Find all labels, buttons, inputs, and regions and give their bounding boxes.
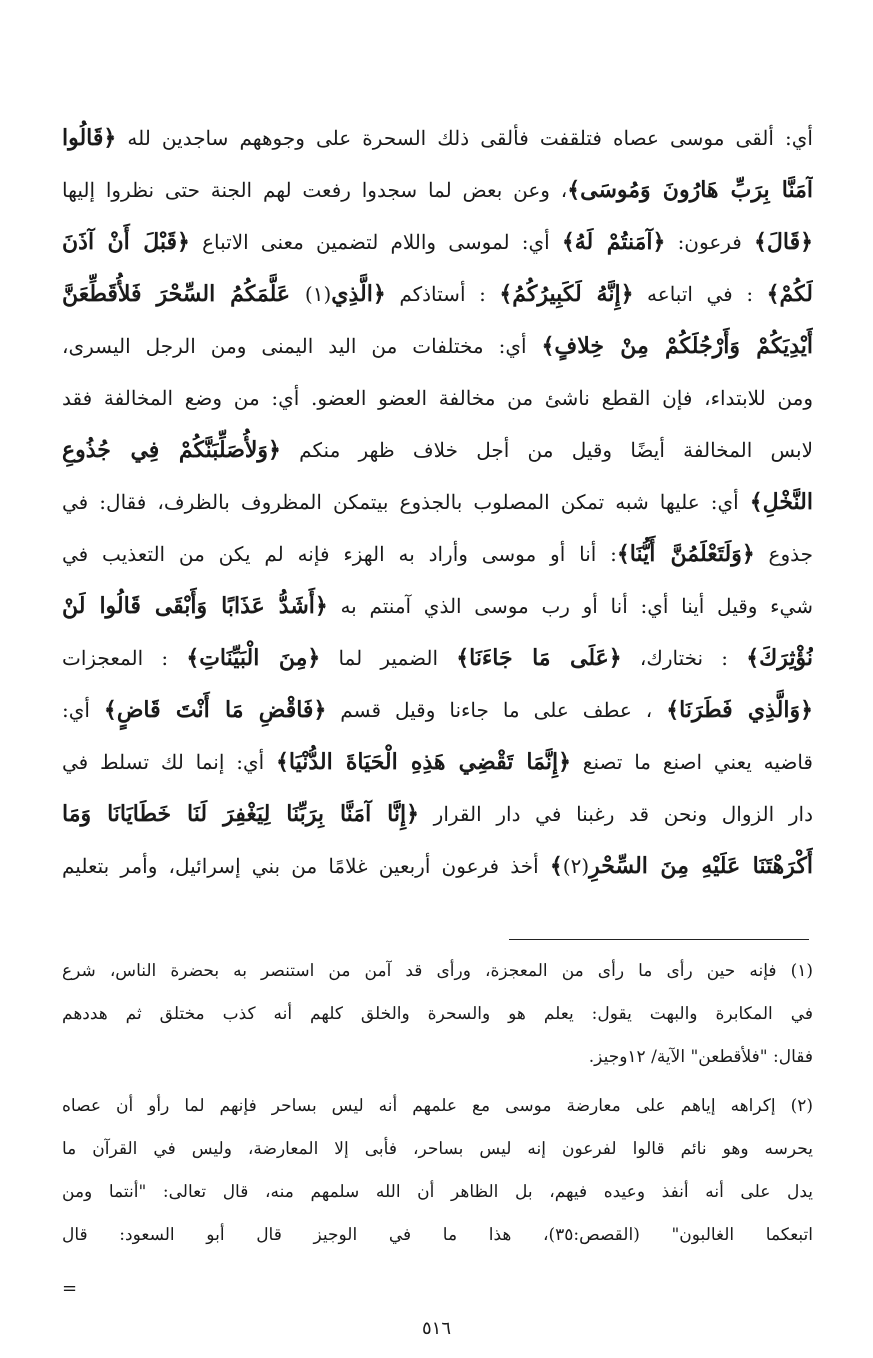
- quran-verse: ﴿قَالَ﴾: [754, 229, 813, 255]
- text-line: [62, 632, 813, 684]
- main-text: [62, 112, 813, 892]
- text-line: [62, 840, 813, 892]
- quran-verse: ﴾: [549, 853, 563, 879]
- text-line: [62, 164, 813, 216]
- commentary-text: : في اتباعه: [633, 282, 767, 306]
- commentary-text: أي: ألقى موسى عصاه فتلقفت فألقى ذلك السحرة على وجوههم ساجدين لله: [116, 126, 813, 150]
- quran-verse: ﴿الَّذِي: [331, 281, 386, 307]
- text-line: [62, 112, 813, 164]
- text-line: [62, 736, 813, 788]
- quran-verse: ﴿وَالَّذِي فَطَرَنَا﴾: [666, 697, 813, 723]
- commentary-text: : أنا أو موسى وأراد به الهزء فإنه لم يكن من التعذيب في: [62, 542, 617, 566]
- footnote-line: يدل على أنه أنفذ وعيده فيهم، بل الظاهر أن الله سلمهم منه، قال تعالى: "أنتما ومن: [62, 1182, 813, 1202]
- quran-verse: النَّخْلِ﴾: [749, 489, 813, 515]
- commentary-text: ومن للابتداء، فإن القطع ناشئ من مخالفة العضو العضو. أي: من وضع المخالفة فقد: [62, 386, 813, 410]
- commentary-text: شيء وقيل أينا أي: أنا أو رب موسى الذي آمنتم به: [327, 594, 813, 618]
- quran-verse: نُؤْثِرَكَ﴾: [746, 645, 813, 671]
- commentary-text: ، وعن بعض لما سجدوا رفعت لهم الجنة حتى نظروا إليها: [62, 178, 568, 202]
- commentary-text: أي: عليها شبه تمكن المصلوب بالجذوع بيتمكن المظروف بالظرف، فقال: في: [62, 490, 750, 514]
- commentary-text: جذوع: [754, 542, 813, 566]
- quran-verse: أَيْدِيَكُمْ وَأَرْجُلَكُمْ مِنْ خِلافٍ﴾: [541, 333, 813, 359]
- footnote-line: فقال: "فلأقطعن" الآية/ ١٢وجيز.: [588, 1047, 813, 1067]
- quran-verse: ﴿إِنَّهُ لَكَبِيرُكُمُ﴾: [499, 281, 634, 307]
- text-line: [62, 424, 813, 476]
- commentary-text: : المعجزات: [62, 646, 187, 670]
- text-line: [62, 216, 813, 268]
- text-line: [62, 372, 813, 424]
- quran-verse: ﴿مِنَ الْبَيِّنَاتِ﴾: [186, 645, 321, 671]
- commentary-text: الضمير لما: [320, 646, 457, 670]
- continuation-mark: =: [62, 1278, 78, 1299]
- commentary-text: (١): [304, 282, 332, 306]
- text-line: [62, 528, 813, 580]
- quran-verse: أَكْرَهْتَنَا عَلَيْهِ مِنَ السِّحْرِ: [589, 853, 813, 879]
- quran-verse: ﴿قَبْلَ أَنْ آذَنَ: [62, 229, 190, 255]
- commentary-text: أي: لموسى واللام لتضمين معنى الاتباع: [189, 230, 562, 254]
- text-line: [62, 268, 813, 320]
- footnote-line: يحرسه وهو نائم قالوا لفرعون إنه ليس بساحر، فأبى إلا المعارضة، وليس في القرآن ما: [62, 1139, 813, 1159]
- text-line: [62, 580, 813, 632]
- quran-verse: ﴿أَشَدُّ عَذَابًا وَأَبْقَى قَالُوا لَنْ: [62, 593, 328, 619]
- footnote-line: (٢) إكراهه إياهم على معارضة موسى مع علمهم أنه ليس بساحر فإنهم لما رأو أن عصاه: [62, 1096, 813, 1116]
- commentary-text: ، عطف على ما جاءنا وقيل قسم: [326, 698, 667, 722]
- commentary-text: أخذ فرعون أربعين غلامًا من بني إسرائيل، وأمر بتعليم: [62, 854, 550, 878]
- text-line: [62, 684, 813, 736]
- commentary-text: : نختارك،: [621, 646, 747, 670]
- quran-verse: ﴿وَلَتَعْلَمُنَّ أَيُّنَا﴾: [616, 541, 755, 567]
- commentary-text: فرعون:: [665, 230, 754, 254]
- footnote-line: في المكابرة والبهت يقول: يعلم هو والسحرة والخلق كلهم أنه كذب مختلق ثم هددهم: [62, 1004, 813, 1024]
- footnote-separator: [509, 939, 809, 940]
- quran-verse: ﴿عَلَى مَا جَاءَنَا﴾: [456, 645, 622, 671]
- commentary-text: (٢): [562, 854, 590, 878]
- commentary-text: قاضيه يعني اصنع ما تصنع: [570, 750, 813, 774]
- footnotes: [62, 950, 813, 1257]
- quran-verse: ﴿فَاقْضِ مَا أَنْتَ قَاضٍ﴾: [103, 697, 327, 723]
- quran-verse: ﴿إِنَّمَا تَقْضِي هَذِهِ الْحَيَاةَ الدُّنْيَا﴾: [276, 749, 571, 775]
- page-number: ٥١٦: [421, 1318, 451, 1339]
- commentary-text: دار الزوال ونحن قد رغبنا في دار القرار: [419, 802, 813, 826]
- quran-verse: لَكُمْ﴾: [766, 281, 813, 307]
- commentary-text: أي:: [62, 698, 104, 722]
- quran-verse: آمَنَّا بِرَبِّ هَارُونَ وَمُوسَى﴾: [567, 177, 813, 203]
- quran-verse: ﴿قَالُوا: [62, 125, 117, 151]
- commentary-text: لابس المخالفة أيضًا وقيل من أجل خلاف ظهر منكم: [280, 438, 813, 462]
- footnote-line: اتبعكما الغالبون" (القصص:٣٥)، هذا ما في الوجيز قال أبو السعود: قال: [62, 1225, 813, 1245]
- commentary-text: أي: مختلفات من اليد اليمنى ومن الرجل اليسرى،: [62, 334, 542, 358]
- commentary-text: أي: إنما لك تسلط في: [62, 750, 277, 774]
- text-line: [62, 788, 813, 840]
- footnote-line: (١) فإنه حين رأى ما رأى من المعجزة، ورأى قد آمن من استنصر به بحضرة الناس، شرع: [62, 961, 813, 981]
- text-line: [62, 320, 813, 372]
- commentary-text: : أستاذكم: [385, 282, 500, 306]
- quran-verse: عَلَّمَكُمُ السِّحْرَ فَلأُقَطِّعَنَّ: [62, 281, 305, 307]
- text-line: [62, 476, 813, 528]
- quran-verse: ﴿وَلأُصَلِّبَنَّكُمْ فِي جُذُوعِ: [62, 437, 281, 463]
- quran-verse: ﴿آمَنتُمْ لَهُ﴾: [561, 229, 666, 255]
- quran-verse: ﴿إِنَّا آمَنَّا بِرَبِّنَا لِيَغْفِرَ لَنَا خَطَايَانَا وَمَا: [62, 801, 420, 827]
